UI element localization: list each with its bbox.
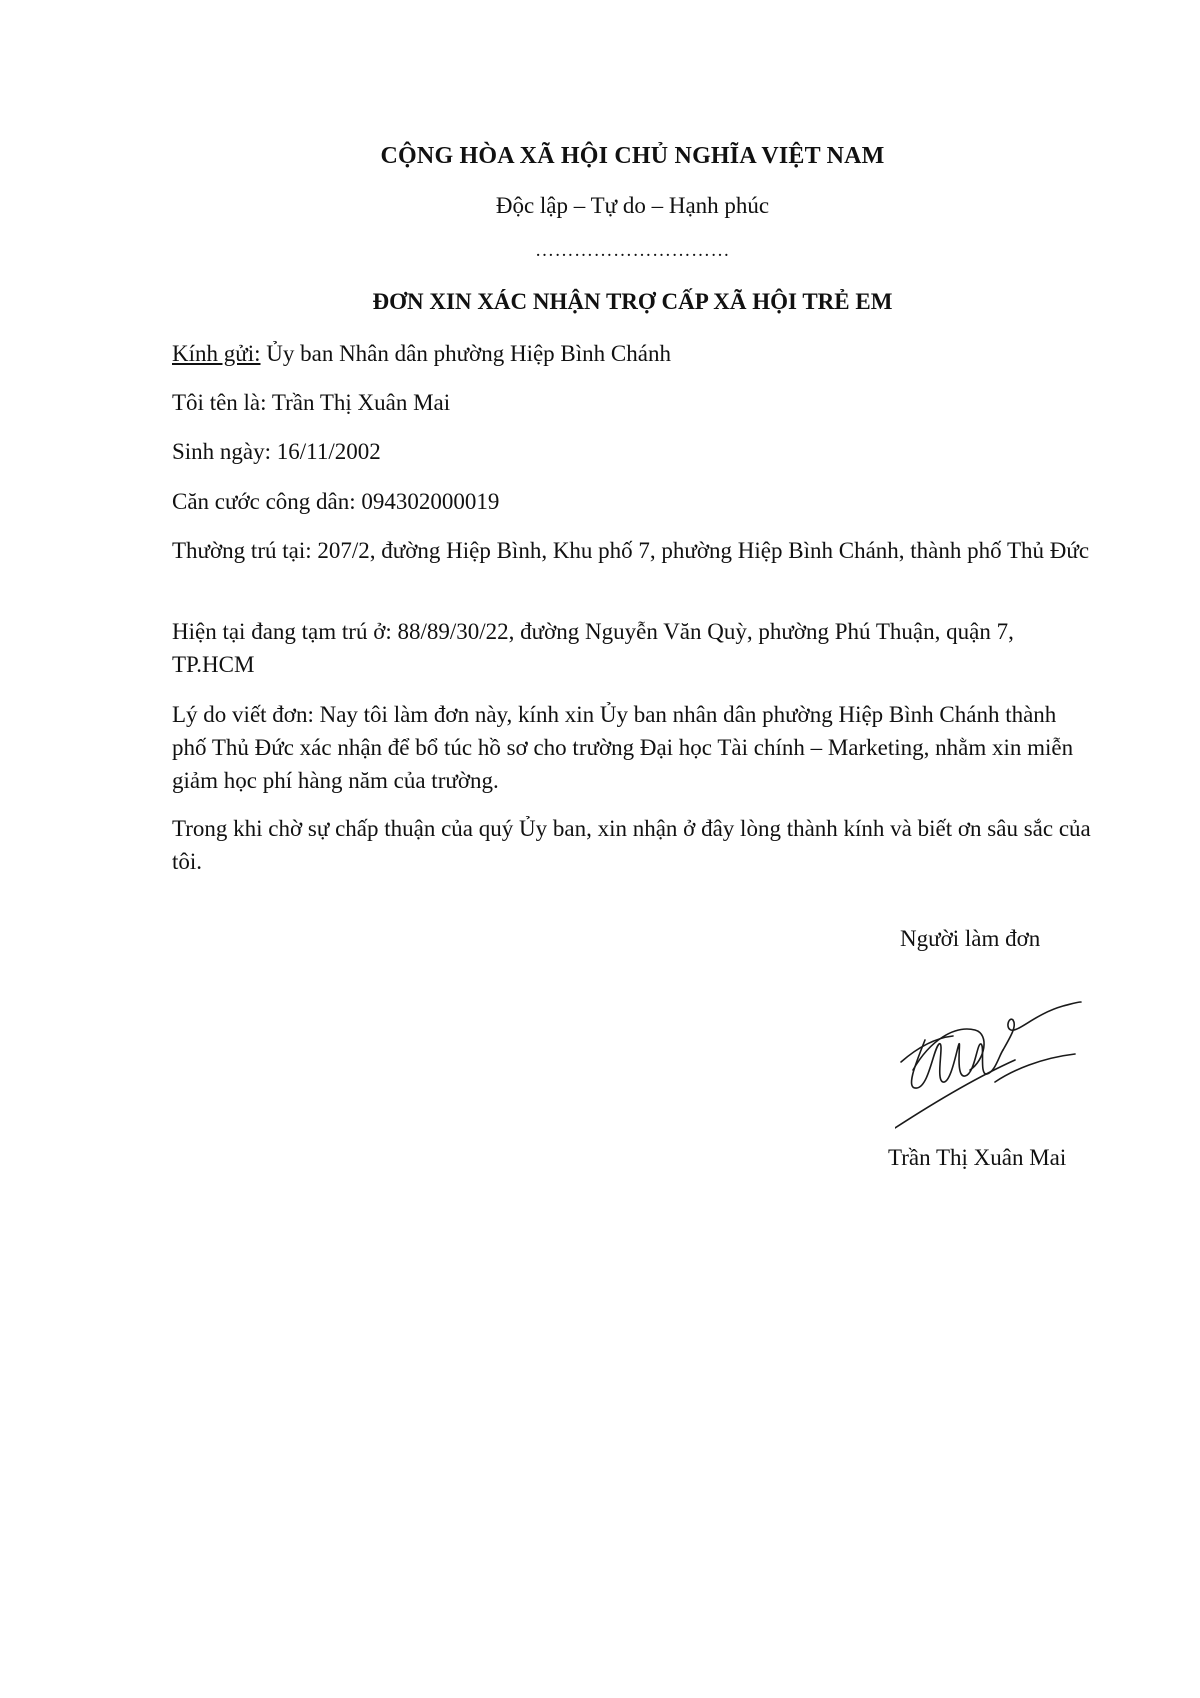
temporary-address-label: Hiện tại đang tạm trú ở:	[172, 619, 392, 644]
id-label: Căn cước công dân:	[172, 489, 356, 514]
reason-paragraph	[172, 698, 1092, 797]
name-label: Tôi tên là:	[172, 390, 267, 415]
permanent-address-label: Thường trú tại:	[172, 538, 312, 563]
permanent-address-line	[172, 534, 1092, 567]
name-value: Trần Thị Xuân Mai	[271, 390, 451, 415]
dob-value: 16/11/2002	[276, 439, 381, 464]
temporary-address-value: 88/89/30/22, đường Nguyễn Văn Quỳ, phường Phú Thuận, quận 7, TP.HCM	[172, 619, 1014, 677]
reason-label: Lý do viết đơn:	[172, 702, 314, 727]
signer-name: Trần Thị Xuân Mai	[888, 1145, 1067, 1170]
dob-label: Sinh ngày:	[172, 439, 272, 464]
dob-line	[172, 435, 1092, 468]
recipient-value: Ủy ban Nhân dân phường Hiệp Bình Chánh	[266, 341, 671, 366]
name-line	[172, 386, 1092, 419]
temporary-address-line	[172, 615, 1092, 681]
id-value: 094302000019	[361, 489, 500, 514]
header-separator: …………………………	[535, 240, 730, 261]
recipient-label: Kính gửi:	[172, 341, 261, 366]
national-title: CỘNG HÒA XÃ HỘI CHỦ NGHĨA VIỆT NAM	[380, 143, 885, 169]
signer-label: Người làm đơn	[900, 926, 1041, 951]
closing-paragraph: Trong khi chờ sự chấp thuận của quý Ủy ban, xin nhận ở đây lòng thành kính và biết ơn sâu sắc của tôi.	[172, 816, 1091, 874]
handwritten-signature-icon	[895, 970, 1085, 1130]
permanent-address-value: 207/2, đường Hiệp Bình, Khu phố 7, phường Hiệp Bình Chánh, thành phố Thủ Đức	[317, 538, 1090, 563]
id-line	[172, 485, 1092, 518]
reason-value: Nay tôi làm đơn này, kính xin Ủy ban nhân dân phường Hiệp Bình Chánh thành phố Thủ Đức xác nhận để bổ túc hồ sơ cho trường Đại học Tài chính – Marketing, nhằm xin miễn giảm học phí hàng năm của trường.	[172, 702, 1074, 793]
document-title: ĐƠN XIN XÁC NHẬN TRỢ CẤP XÃ HỘI TRẺ EM	[372, 289, 893, 314]
recipient-line	[172, 337, 1092, 370]
national-motto: Độc lập – Tự do – Hạnh phúc	[495, 193, 770, 218]
